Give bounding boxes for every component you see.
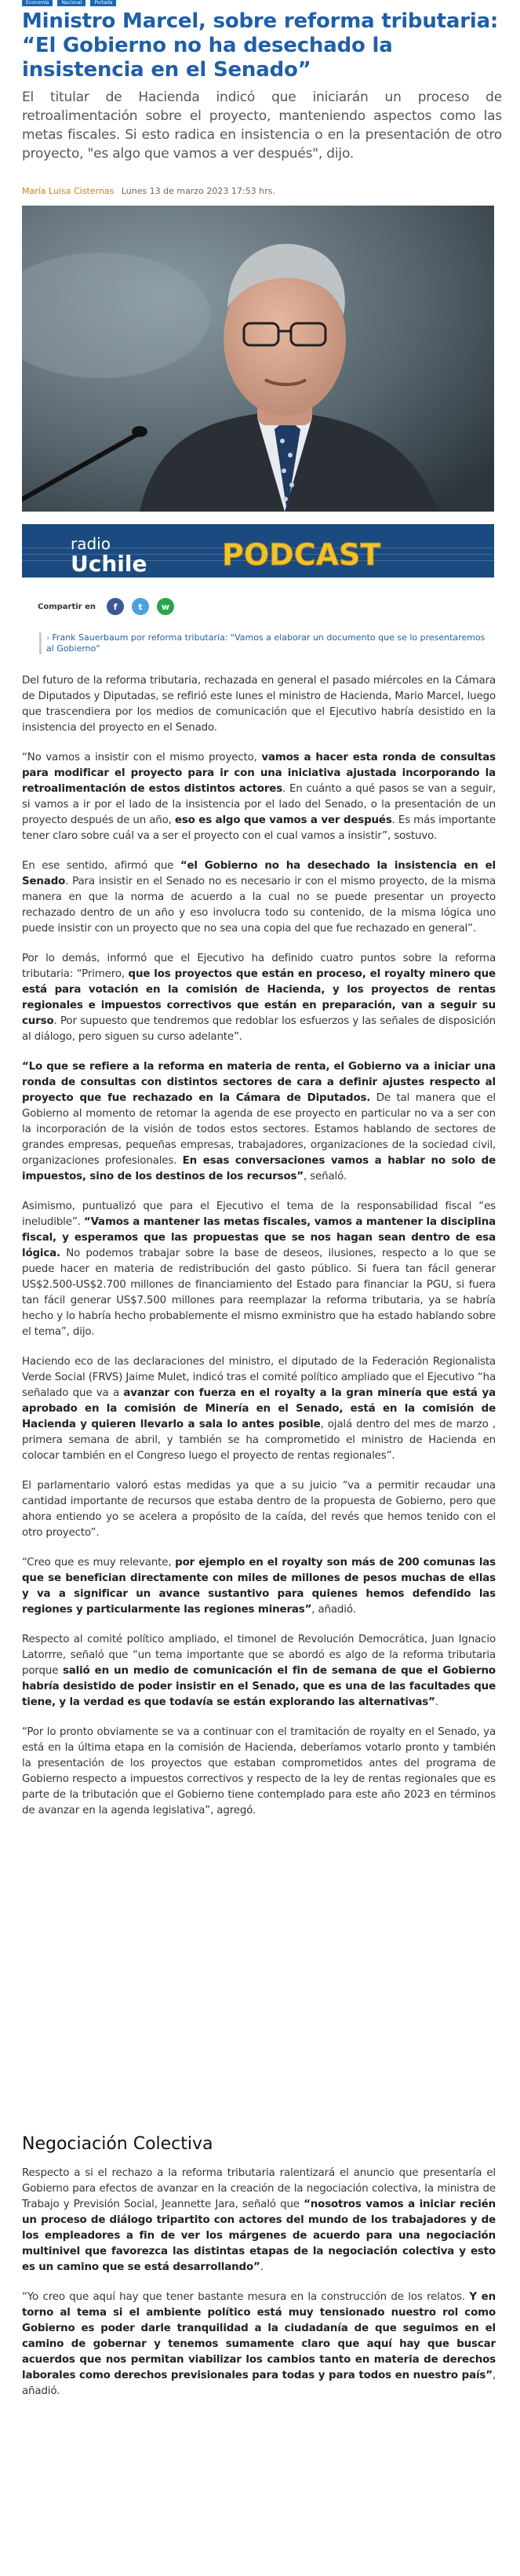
bold-text: Y en torno al tema si el ambiente político está muy tensionado nuestro rol como Gobierno es poder darle tranquilidad a la ciudadanía de que seguimos en el camino de gobernar y tenemos sumamente claro que aquí hay que buscar acuerdos que nos permitan viabilizar los cambios tanto en materia de derechos laborales como derechos previsionales para todas y para todos en nuestro país”	[22, 2291, 496, 2381]
banner-radio-text: radio	[71, 534, 111, 553]
article-lead: El titular de Hacienda indicó que iniciarán un proceso de retroalimentación sobre el proyecto, manteniendo aspectos como las metas fiscales. Si esto radica en insistencia o en la presentación de otro proyecto, "es algo que vamos a ver después", dijo.	[22, 89, 502, 162]
text-run: , señaló.	[303, 1171, 347, 1182]
text-run: .	[435, 1696, 438, 1708]
paragraph	[22, 2166, 496, 2275]
author-link[interactable]: María Luisa Cisternas	[22, 186, 115, 196]
text-run: Haciendo eco de las declaraciones del ministro, el diputado de la Federación Regionalista Verde Social (FRVS) Jaime Mulet, indicó tras el comité político ampliado que el Ejecutivo “ha señalado que va a	[22, 1356, 496, 1399]
text-run: De tal manera que el Gobierno al momento de retomar la agenda de ese proyecto en particular no va a ser con la incorporación de la visión de todos estos sectores. Estamos hablando de sectores de grandes empresas, pequeñas empresas, trabajadores, organizaciones de la sociedad civil, organizaciones profesionales.	[22, 1092, 496, 1167]
text-run: . Por supuesto que tendremos que redoblar los esfuerzos y las señales de disposición al diálogo, pero siguen su curso adelante”.	[22, 1015, 496, 1043]
paragraph	[22, 1555, 496, 1618]
category-tags	[22, 0, 116, 6]
tag-nacional[interactable]: Nacional	[57, 0, 85, 6]
section-heading: Negociación Colectiva	[22, 2134, 213, 2154]
share-bar	[38, 598, 174, 615]
text-run: , añadió.	[311, 1604, 356, 1616]
twitter-share-button[interactable]	[132, 598, 149, 615]
paragraph	[22, 1059, 496, 1185]
facebook-share-button[interactable]	[107, 598, 124, 615]
text-run: . Para insistir en el Senado no es necesario ir con el mismo proyecto, de la misma manera en que la norma de acuerdo a la cual no se puede presentar un proyecto rechazado dentro de un año y eso involucra todo su contenido, de la misma lógica uno puede insistir con un proyecto que no sea una copia del que fue rechazado en general”.	[22, 876, 496, 935]
related-article-link[interactable]	[39, 632, 485, 654]
bold-text: vamos a hacer esta ronda de consultas para modificar el proyecto para ir con una iniciativa ajustada incorporando la retroalimentación de estos distintos actores	[22, 752, 496, 795]
radio-uchile-podcast-logo	[22, 524, 494, 578]
paragraph	[22, 951, 496, 1045]
paragraph	[22, 1632, 496, 1711]
paragraph	[22, 2290, 496, 2399]
twitter-icon: t	[138, 601, 143, 612]
paragraph	[22, 1354, 496, 1464]
text-run: , ojalá dentro del mes de marzo , primera semana de abril, y también se ha comprometido el ministro de Hacienda en colocar también en el Congreso luego el proyecto de rentas regionales”.	[22, 1419, 496, 1462]
bold-text: “Vamos a mantener las metas fiscales, vamos a mantener la disciplina fiscal, y esperamos que las propuestas que se nos hagan sean dentro de esa lógica.	[22, 1216, 496, 1259]
bold-text: eso es algo que vamos a ver después	[174, 814, 392, 826]
text-run: En ese sentido, afirmó que	[22, 860, 180, 872]
bold-text: “Lo que se refiere a la reforma en materia de renta, el Gobierno va a iniciar una ronda de consultas con distintos sectores de cara a definir ajustes respecto al proyecto que fue rechazado en la Cámara de Diputados.	[22, 1061, 496, 1104]
text-run: , añadió.	[22, 2370, 496, 2397]
text-run: Por lo demás, informó que el Ejecutivo ha definido cuatro puntos sobre la reforma tributaria: “Primero,	[22, 953, 496, 980]
text-run: “Yo creo que aquí hay que tener bastante mesura en la construcción de los relatos.	[22, 2291, 470, 2303]
article-photo	[22, 206, 494, 512]
text-run: “Creo que es muy relevante,	[22, 1557, 176, 1569]
bold-text: avanzar con fuerza en el royalty a la gran minería que está ya aprobado en la comisión de Minería en el Senado, está en la comisión de Hacienda y quieren llevarlo a sala lo antes posible	[22, 1387, 496, 1430]
facebook-icon: f	[113, 601, 118, 612]
bold-text: En esas conversaciones vamos a hablar no solo de impuestos, sino de los destinos de los recursos”	[22, 1155, 496, 1182]
bold-text: salió en un medio de comunicación el fin de semana de que el Gobierno habría desistido de poder insistir en el Senado, que es una de las facultades que tiene, y la verdad es que todavía se están explorando las alternativas”	[22, 1665, 496, 1708]
text-run: Respecto a si el rechazo a la reforma tributaria ralentizará el anuncio que presentaría el Gobierno para efectos de avanzar en la creación de la negociación colectiva, la ministra de Trabajo y Previsión Social, Jeannette Jara, señaló que	[22, 2167, 496, 2210]
article-body-part1	[22, 673, 496, 1819]
text-run: “Por lo pronto obviamente se va a continuar con el tramitación de royalty en el Senado, ya está en la última etapa en la comisión de Hacienda, deberíamos votarlo pronto y también la presentación de los proyectos que estaban comprometidos antes del programa de Gobierno respecto a impuestos correctivos y respecto de la ley de rentas regionales que es parte de la tributación que el Gobierno tiene contemplado para este año 2023 en términos de avanzar en la agenda legislativa”, agregó.	[22, 1726, 496, 1816]
paragraph	[22, 1199, 496, 1340]
chevron-right-icon: ›	[46, 632, 50, 643]
bold-text: “el Gobierno no ha desechado la insistencia en el Senado	[22, 860, 496, 887]
text-run: .	[260, 2261, 264, 2273]
tag-economia[interactable]: Economía	[22, 0, 53, 6]
text-run: Respecto al comité político ampliado, el timonel de Revolución Democrática, Juan Ignacio Latorrre, señaló que “un tema importante que se abordó es algo de la reforma tributaria porque	[22, 1634, 496, 1677]
article-headline: Ministro Marcel, sobre reforma tributaria: “El Gobierno no ha desechado la insistencia en el Senado”	[22, 9, 499, 82]
banner-brand-text: Uchile	[71, 551, 147, 577]
article-body-part2	[22, 2166, 496, 2399]
paragraph	[22, 1725, 496, 1819]
text-run: Del futuro de la reforma tributaria, rechazada en general el pasado miércoles en la Cámara de Diputados y Diputadas, se refirió este lunes el ministro de Hacienda, Mario Marcel, luego que trascendiera por los medios de comunicación que el Ejecutivo habría desistido en la insistencia del proyecto en el Senado.	[22, 675, 496, 734]
text-run: No podemos trabajar sobre la base de deseos, ilusiones, respecto a lo que se puede hacer en materia de redistribución del gasto público. Si fuera tan fácil generar US$2.500-US$2.700 millones de financiamiento del Estado para financiar la PGU, si fuera tan fácil generar US$7.500 millones para reemplazar la reforma tributaria, ya se habría hecho y lo habría hecho probablemente el mismo exministro que ha estado hablando sobre el tema”, dijo.	[22, 1248, 496, 1338]
text-run: . Es más importante tener claro sobre cuál va a ser el proyecto con el cual vamos a insistir”, sostuvo.	[22, 814, 496, 842]
paragraph	[22, 858, 496, 937]
podcast-banner[interactable]	[22, 524, 494, 578]
text-run: Asimismo, puntualizó que para el Ejecutivo el tema de la responsabilidad fiscal “es ineludible”.	[22, 1201, 496, 1228]
whatsapp-icon: w	[161, 601, 170, 612]
whatsapp-share-button[interactable]	[157, 598, 174, 615]
share-label: Compartir en	[38, 602, 96, 611]
bold-text: que los proyectos que están en proceso, el royalty minero que está para votación en la comisión de Hacienda, y los proyectos de rentas regionales e impuestos correctivos que están en preparación, van a seguir su curso	[22, 968, 496, 1027]
byline	[22, 186, 275, 196]
text-run: . En cuánto a qué pasos se van a seguir, si vamos a ir por el lado de la insistencia por el lado del Senado, o la presentación de un proyecto después de un año,	[22, 783, 496, 826]
banner-podcast-text: PODCAST	[222, 537, 381, 572]
paragraph	[22, 673, 496, 736]
minister-portrait-illustration	[22, 206, 494, 512]
paragraph	[22, 750, 496, 844]
bold-text: “nosotros vamos a iniciar recién un proceso de diálogo tripartito con actores del mundo de los trabajadores y de los empleadores a fin de ver los márgenes de acuerdo para una negociación multinivel que favorezca las distintas etapas de la negociación colectiva y esto es un camino que se está desarrollando”	[22, 2199, 496, 2273]
text-run: “No vamos a insistir con el mismo proyecto,	[22, 752, 262, 763]
related-article-title: Frank Sauerbaum por reforma tributaria: "Vamos a elaborar un documento que se lo presentaremos al Gobierno"	[46, 632, 485, 654]
text-run: El parlamentario valoró estas medidas ya que a su juicio “va a permitir recaudar una cantidad importante de recursos que estaba dentro de la propuesta de Gobierno, pero que ahora entiendo yo se acelera a propósito de la caída, del revés que hemos tenido con el otro proyecto”.	[22, 1480, 496, 1539]
publish-date: Lunes 13 de marzo 2023 17:53 hrs.	[121, 186, 275, 196]
bold-text: por ejemplo en el royalty son más de 200 comunas las que se benefician directamente con miles de millones de pesos muchas de ellas y va a significar un avance sustantivo para quienes hemos defendido las regiones y particularmente las regiones mineras”	[22, 1557, 496, 1616]
paragraph	[22, 1478, 496, 1541]
tag-portada[interactable]: Portada	[90, 0, 116, 6]
